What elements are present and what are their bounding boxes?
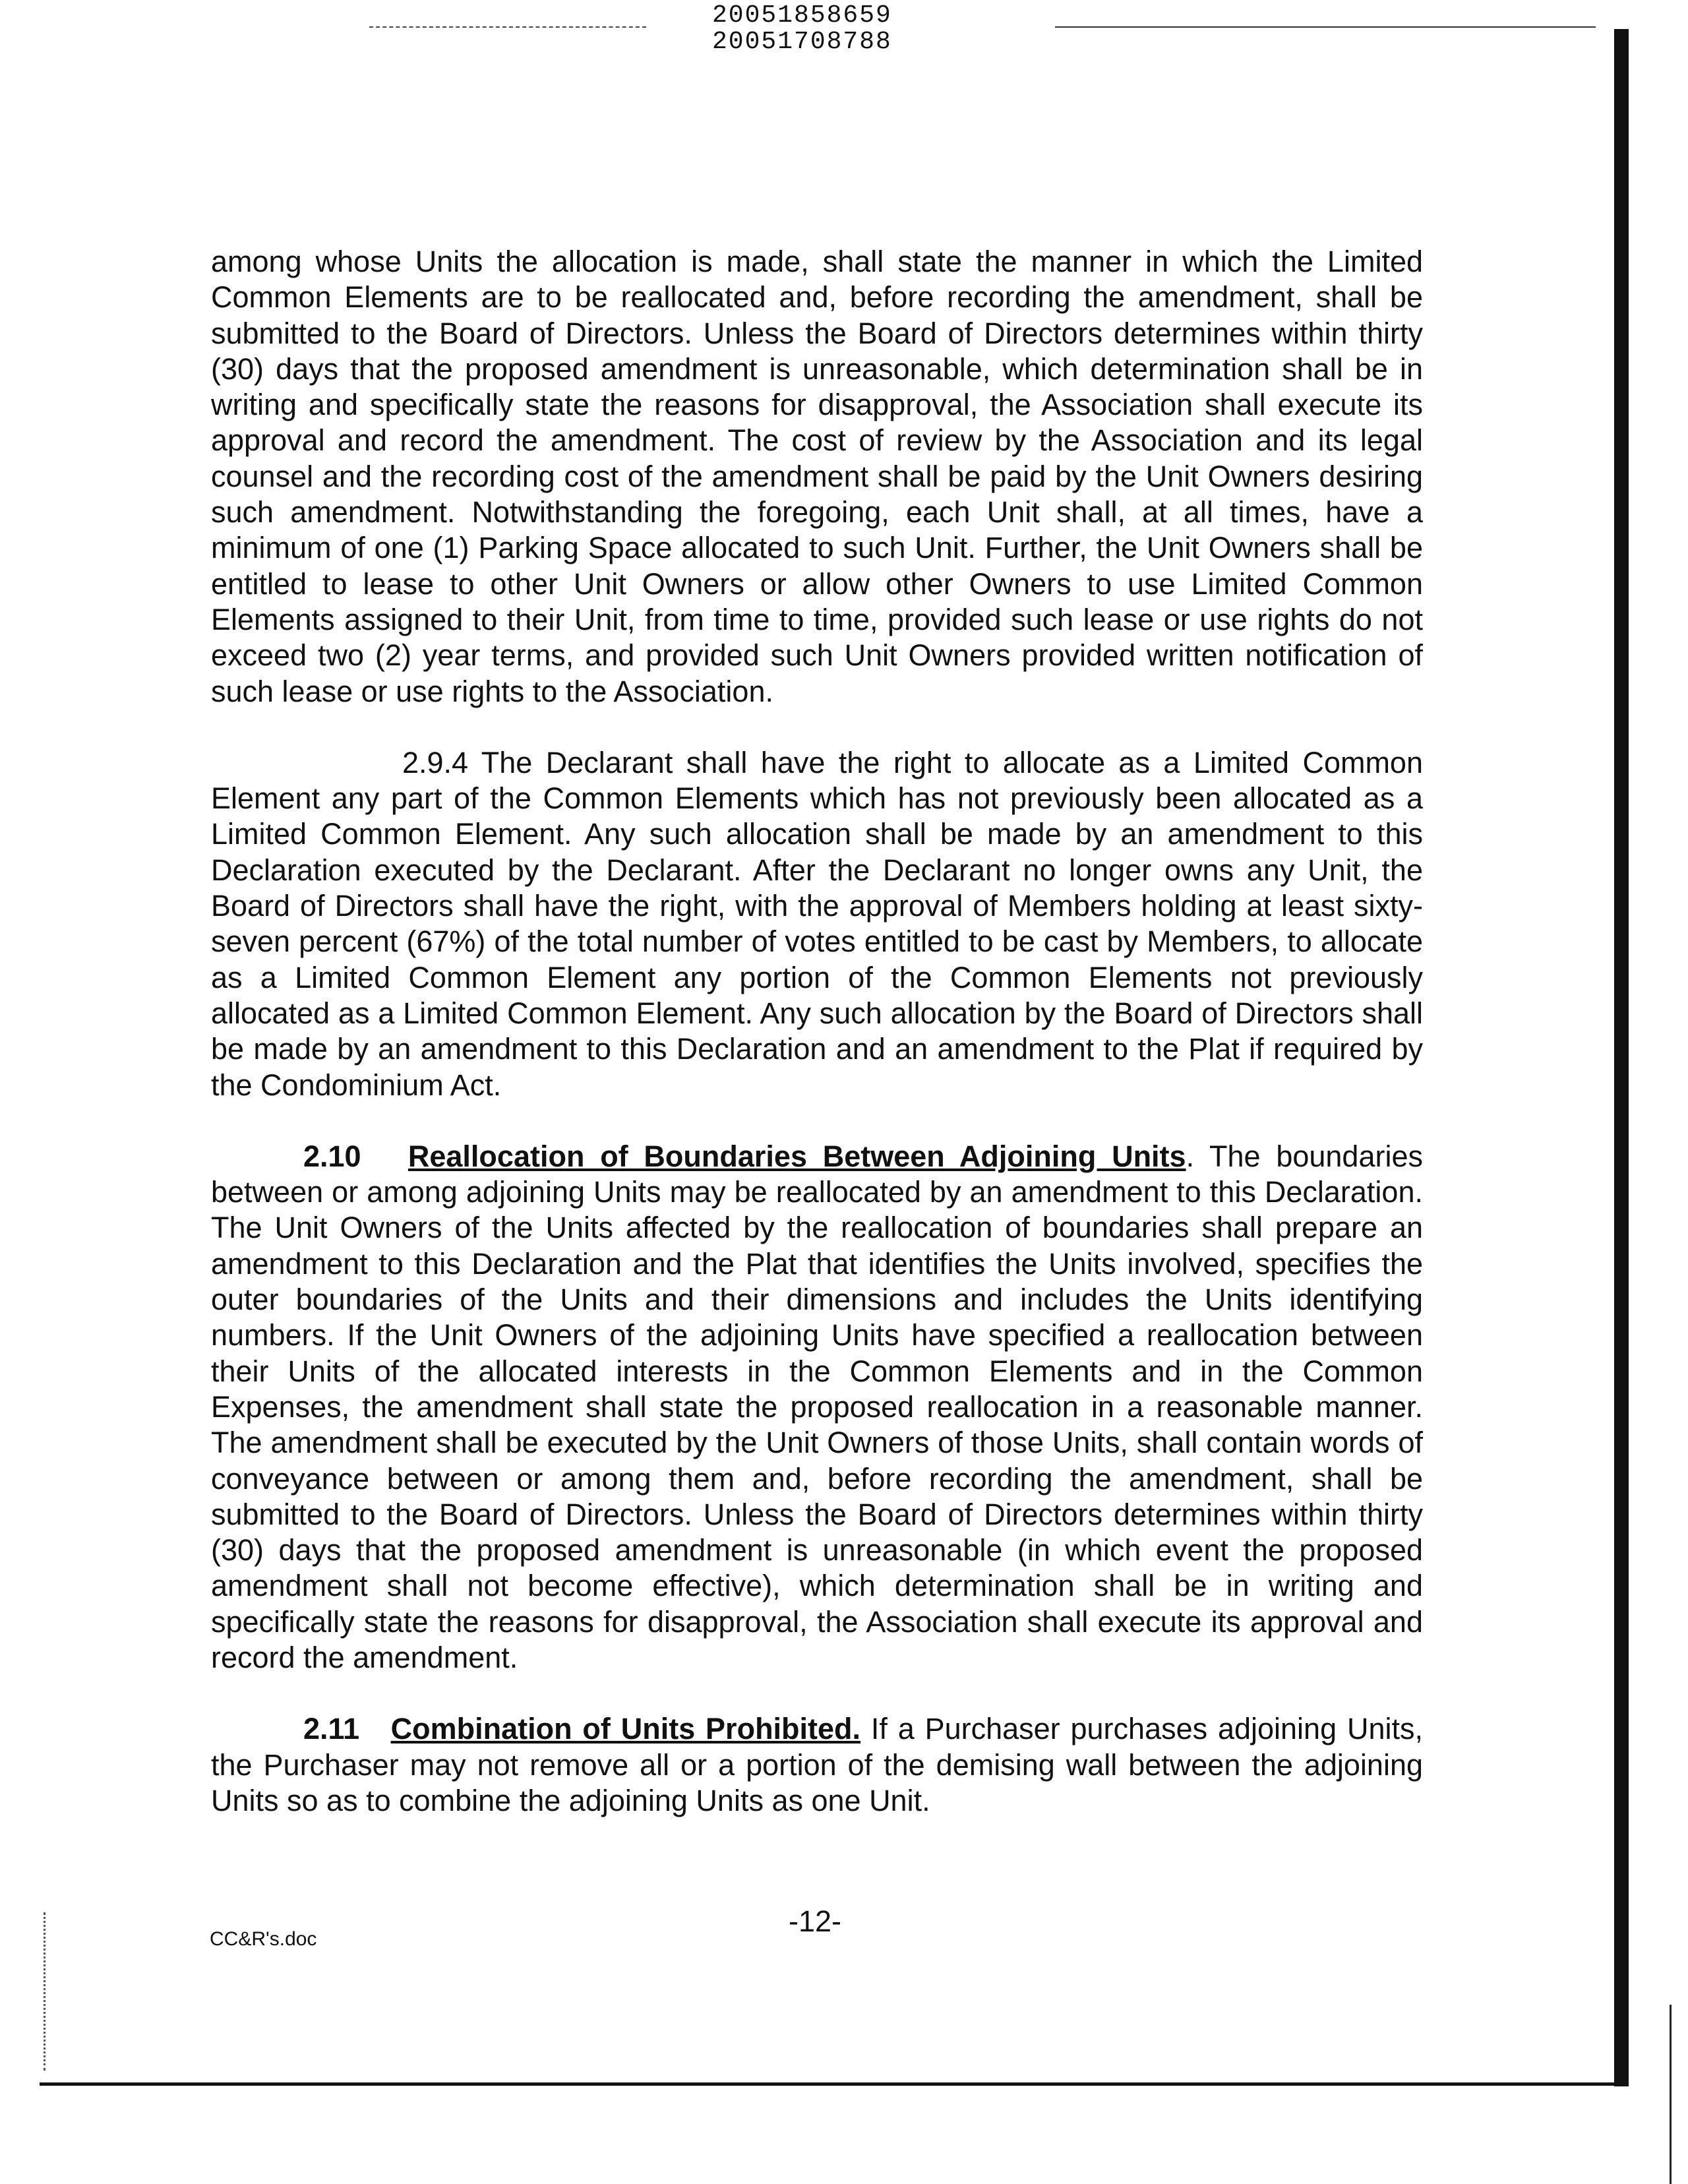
recording-numbers xyxy=(712,3,892,55)
section-2-10-title: Reallocation of Boundaries Between Adjoining Units xyxy=(407,1139,1186,1173)
section-2-10-text: . The boundaries between or among adjoining Units may be reallocated by an amendment to this Declaration. The Unit Owners of the Units affected by the reallocation of boundaries shall prepare an amendment to this Declaration and the Plat that identifies the Units involved, specifies the outer boundaries of the Units and their dimensions and includes the Units identifying numbers. If the Unit Owners of the adjoining Units have specified a reallocation between their Units of the allocated interests in the Common Elements and in the Common Expenses, the amendment shall state the proposed reallocation in a reasonable manner. The amendment shall be executed by the Unit Owners of those Units, shall contain words of conveyance between or among them and, before recording the amendment, shall be submitted to the Board of Directors. Unless the Board of Directors determines within thirty (30) days that the proposed amendment is unreasonable (in which event the proposed amendment shall not become effective), which determination shall be in writing and specifically state the reasons for disapproval, the Association shall execute its approval and record the amendment. xyxy=(211,1139,1423,1674)
section-2-10-number: 2.10 xyxy=(303,1139,361,1173)
paragraph-continuation: among whose Units the allocation is made, shall state the manner in which the Limited Common Elements are to be reallocated and, before recording the amendment, shall be submitted to the Board of Directors. Unless the Board of Directors determines within thirty (30) days that the proposed amendment is unreasonable, which determination shall be in writing and specifically state the reasons for disapproval, the Association shall execute its approval and record the amendment. The cost of review by the Association and its legal counsel and the recording cost of the amendment shall be paid by the Unit Owners desiring such amendment. Notwithstanding the foregoing, each Unit shall, at all times, have a minimum of one (1) Parking Space allocated to such Unit. Further, the Unit Owners shall be entitled to lease to other Unit Owners or allow other Owners to use Limited Common Elements assigned to their Unit, from time to time, provided such lease or use rights do not exceed two (2) year terms, and provided such Unit Owners provided written notification of such lease or use rights to the Association. xyxy=(211,245,1423,708)
recording-number-2: 20051708788 xyxy=(712,28,892,56)
section-2-11-number: 2.11 xyxy=(303,1712,360,1746)
page-number: -12- xyxy=(789,1904,842,1938)
bottom-rule xyxy=(40,2082,1622,2086)
recording-number-1: 20051858659 xyxy=(712,1,892,30)
section-2-11-text: If a Purchaser purchases adjoining Units, the Purchaser may not remove all or a portion of the demising wall between the adjoining Units so as to combine the adjoining Units as one Unit. xyxy=(211,1712,1423,1817)
section-2-11-title: Combination of Units Prohibited. xyxy=(390,1712,861,1746)
scan-edge-line xyxy=(1670,2005,1672,2184)
header-dashed-rule xyxy=(369,26,646,28)
scan-dotted-line xyxy=(44,1912,45,2071)
section-2-11 xyxy=(211,1711,1423,1819)
scan-edge-bar xyxy=(1614,29,1629,2086)
paragraph-2-9-4: 2.9.4 The Declarant shall have the right to allocate as a Limited Common Element any part of the Common Elements which has not previously been allocated as a Limited Common Element. Any such allocation shall be made by an amendment to this Declaration executed by the Declarant. After the Declarant no longer owns any Unit, the Board of Directors shall have the right, with the approval of Members holding at least sixty-seven percent (67%) of the total number of votes entitled to be cast by Members, to allocate as a Limited Common Element any portion of the Common Elements not previously allocated as a Limited Common Element. Any such allocation by the Board of Directors shall be made by an amendment to this Declaration and an amendment to the Plat if required by the Condominium Act. xyxy=(211,745,1423,1102)
footer-filename: CC&R's.doc xyxy=(210,1928,317,1950)
header-solid-rule xyxy=(1055,26,1596,28)
document-body xyxy=(211,244,1423,1819)
section-2-10 xyxy=(211,1139,1423,1676)
